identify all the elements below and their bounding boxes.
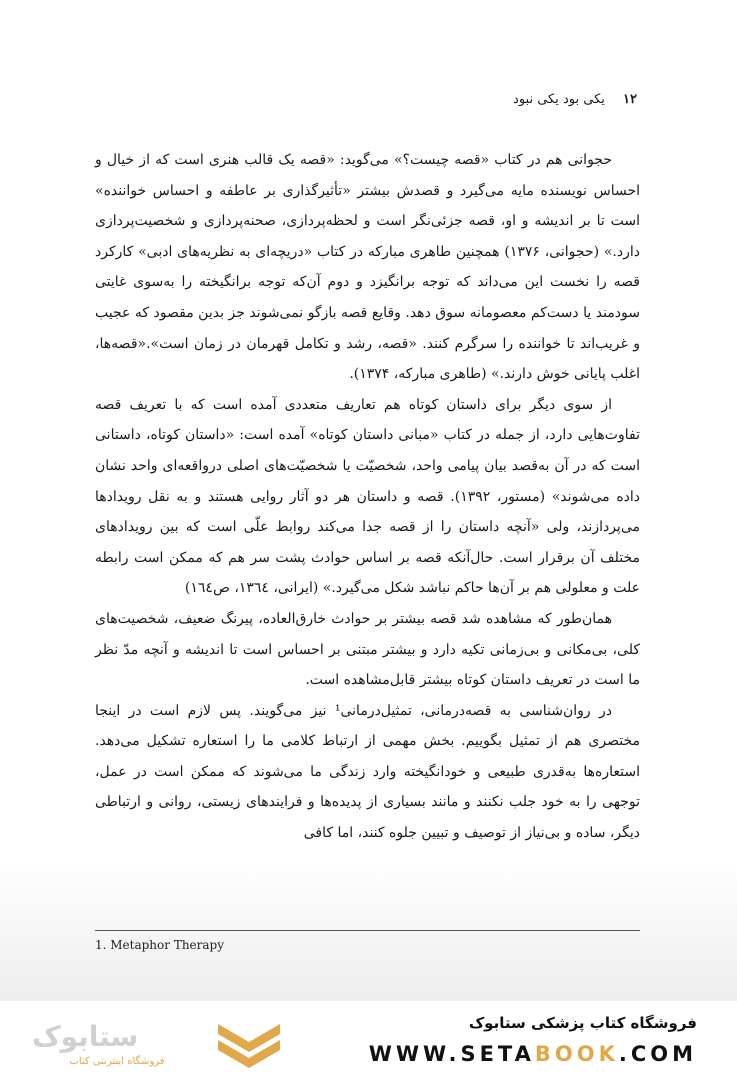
url-part: .COM [618, 1042, 697, 1066]
paragraph: از سوی دیگر برای داستان کوتاه هم تعاریف متعددی آمده است که با تعریف قصه تفاوت‌هایی دارد، از جمله در کتاب «مبانی داستان کوتاه» آمده است: «داستان کوتاه، داستانی است که در آن به‌قصد بیان پیامی واحد، شخصیّت یا شخصیّت‌های اصلی درواقعه‌ای واحد نشان داده می‌شوند» (مستور، ۱۳۹۲). قصه و داستان هر دو آثار روایی هستند و به نقل رویدادها می‌پردازند، ولی «آنچه داستان را از قصه جدا می‌کند روابط علّی است که بین رویدادهای مختلف آن برقرار است. حال‌آنکه قصه بر اساس حوادث پشت سر هم که ممکن است رابطه علت و معلولی هم بر آن‌ها حاکم نباشد شکل می‌گیرد.» (ایرانی، ۱۳٦٤، ص۱٦٤) [95, 396, 641, 597]
store-url[interactable] [369, 1042, 697, 1066]
footnote-divider [95, 930, 640, 931]
paragraph: همان‌طور که مشاهده شد قصه بیشتر بر حوادث خارق‌العاده، پیرنگ ضعیف، شخصیت‌های کلی، بی‌مکانی و بی‌زمانی تکیه دارد و بیشتر مبتنی بر احساس است تا اندیشه و آنچه مدّ نظر ما است در تعریف داستان کوتاه بیشتر قابل‌مشاهده است. [95, 610, 640, 689]
store-banner [0, 1000, 737, 1081]
url-highlight: BOOK [534, 1042, 619, 1066]
page-header [513, 92, 637, 107]
logo-wordmark: ستابوک [32, 1020, 139, 1053]
paragraph: حجوانی هم در کتاب «قصه چیست؟» می‌گوید: «قصه یک قالب هنری است که از خیال و احساس نویسنده مایه می‌گیرد و قصدش بیشتر «تأثیرگذاری بر عاطفه و احساس خواننده» است تا بر اندیشه و او، قصه جزئی‌نگر است و لحظه‌پردازی، صحنه‌پردازی و شخصیت‌پردازی دارد.» (حجوانی، ۱۳۷۶) همچنین طاهری مبارکه در کتاب «دریچه‌ای به نظریه‌های ادبی» کارکرد قصه را نخست این می‌داند که توجه برانگیزد و دوم آن‌که توجه برانگیخته را به‌سوی غایتی سودمند یا دست‌کم معصومانه سوق دهد. وقایع قصه بازگو نمی‌شوند جز بدین مقصود که عجیب و غریب‌اند تا خواننده را سرگرم کنند. «قصه، رشد و تکامل قهرمان در زمان است».«قصه‌ها، اغلب پایانی خوش دارند.» (طاهری مبارکه، ۱۳۷۴). [95, 152, 640, 383]
store-logo[interactable] [32, 1016, 292, 1076]
paragraph: در روان‌شناسی به قصه‌درمانی، تمثیل‌درمانی¹ نیز می‌گویند. پس لازم است در اینجا مختصری هم از تمثیل بگوییم. بخش مهمی از ارتباط کلامی ما را استعاره تشکیل می‌دهد. استعاره‌ها به‌قدری طبیعی و خودانگیخته وارد زندگی ما می‌شوند که ممکن است در عمل، توجهی را به خود جلب نکنند و مانند بسیاری از پدیده‌ها و فرایندهای زیستی، روانی و ارتباطی دیگر، ساده و بی‌نیاز از توصیف و تبیین جلوه کنند، اما کافی [95, 702, 640, 842]
logo-subtitle: فروشگاه اینترنتی کتاب [69, 1056, 165, 1067]
running-title: یکی بود یکی نبود [513, 92, 605, 107]
store-name: فروشگاه کتاب پزشکی ستابوک [468, 1014, 697, 1032]
footnote: 1. Metaphor Therapy [95, 938, 224, 952]
book-chevron-icon [214, 1018, 284, 1072]
page-body [95, 145, 640, 849]
page-number: ۱۲ [623, 92, 637, 107]
url-part: WWW.SETA [368, 1042, 535, 1066]
